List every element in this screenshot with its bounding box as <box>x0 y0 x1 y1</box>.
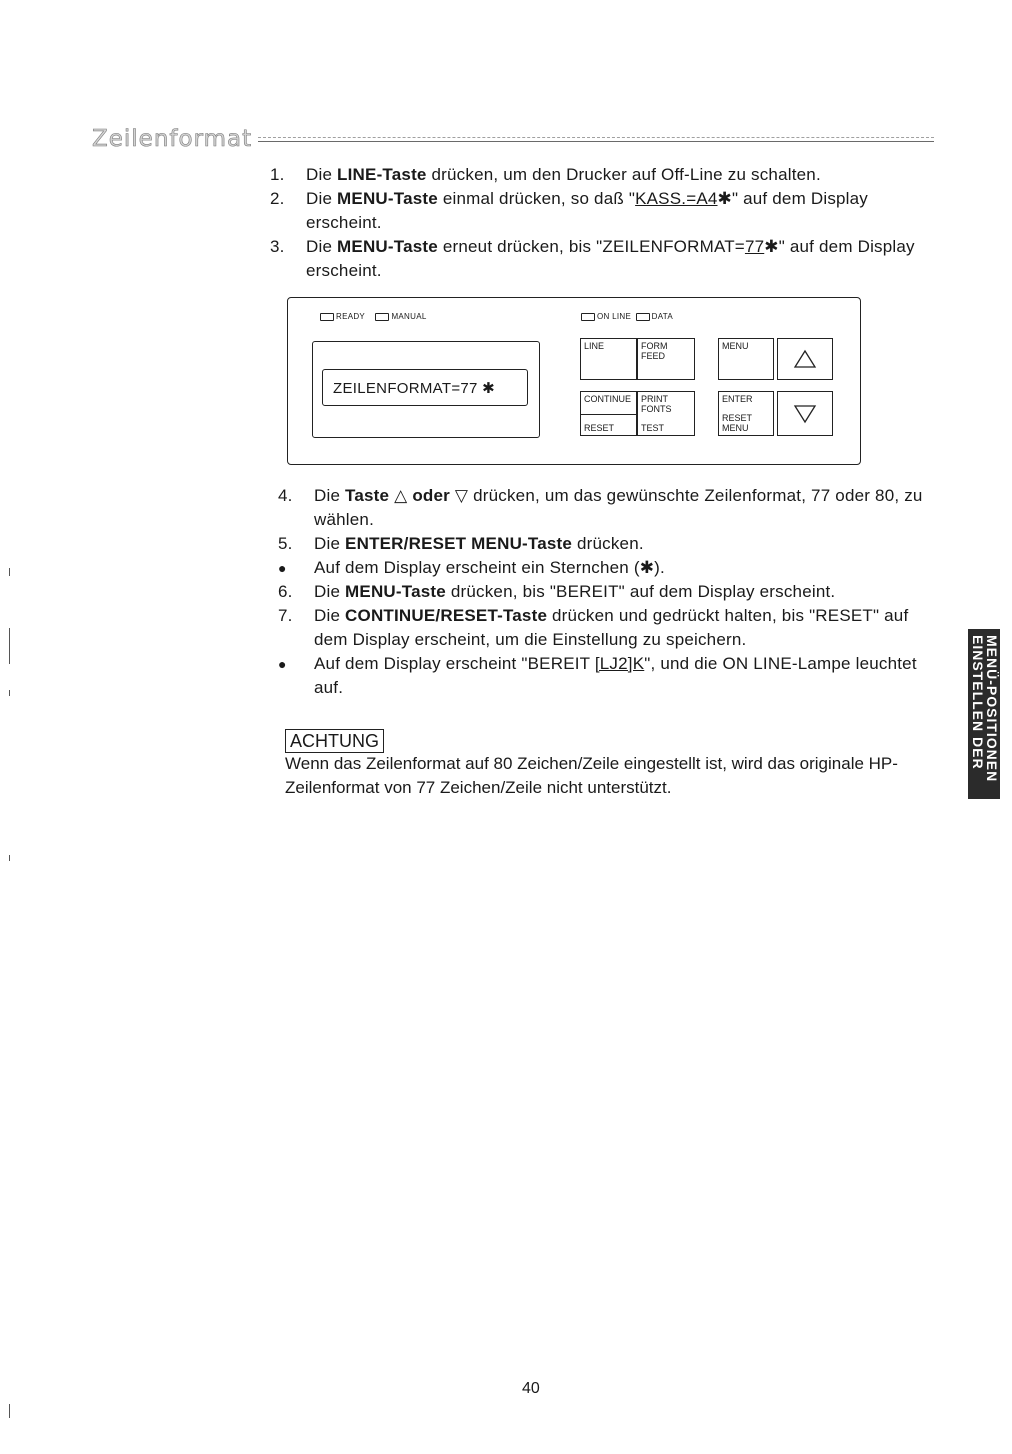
step-text-part: drücken, bis "BEREIT" auf dem Display erscheint. <box>445 582 836 601</box>
key-divider <box>581 414 636 415</box>
step-text-part: Die <box>314 486 346 505</box>
up-arrow-key <box>777 338 833 380</box>
step-text-part: Auf dem Display erscheint "BEREIT <box>314 654 595 673</box>
step-text-part: Die <box>306 237 338 256</box>
scan-mark <box>9 628 10 664</box>
continue-key-label: CONTINUE <box>584 394 631 404</box>
reset-key-label: RESET <box>584 423 615 433</box>
key-name: MENU-Taste <box>337 237 438 256</box>
lcd-display: ZEILENFORMAT=77 ✱ <box>322 369 528 406</box>
instruction-steps-a <box>270 163 938 283</box>
scan-mark <box>9 855 10 861</box>
step-text-part: △ <box>389 486 413 505</box>
step-text-part: Die <box>314 534 346 553</box>
step-text-part: drücken und gedrückt halten, bis "RESET" auf dem Display erscheint, um die Einstellung zu speichern. <box>314 606 909 649</box>
bullet-icon: ● <box>278 656 287 672</box>
step-text-part: 77 <box>744 237 765 256</box>
step-item <box>278 532 943 556</box>
step-number: 7. <box>278 606 293 625</box>
bullet-item <box>278 556 943 580</box>
step-text-part: erneut drücken, bis "ZEILENFORMAT= <box>437 237 745 256</box>
step-text-part: Die <box>306 189 338 208</box>
key-name: MENU-Taste <box>345 582 446 601</box>
scan-mark <box>9 690 10 696</box>
lamp-ready-label: READY <box>336 312 365 321</box>
form-feed-key <box>637 338 695 380</box>
step-number: 3. <box>270 237 285 256</box>
menu-key-label: MENU <box>722 341 749 351</box>
step-text-part: drücken. <box>572 534 644 553</box>
side-tab-line-2: MENÜ-POSITIONEN <box>984 635 1000 783</box>
instruction-steps-b <box>278 484 943 700</box>
up-triangle-icon <box>793 349 817 369</box>
print-fonts-key-label: PRINT FONTS <box>641 394 672 414</box>
step-item <box>270 187 938 235</box>
side-tab-line-1: EINSTELLEN DER <box>970 635 986 770</box>
step-text-part: einmal drücken, so daß " <box>437 189 636 208</box>
step-text <box>314 556 943 580</box>
lamp-online-icon <box>581 313 595 321</box>
step-number: 6. <box>278 582 293 601</box>
step-text-part: drücken, um den Drucker auf Off-Line zu schalten. <box>426 165 821 184</box>
key-name: Taste <box>345 486 390 505</box>
line-key-label: LINE <box>584 341 605 351</box>
lamp-online <box>581 312 673 321</box>
down-arrow-key <box>777 391 833 436</box>
lamp-ready <box>320 312 427 321</box>
step-item <box>270 163 938 187</box>
step-item <box>278 604 943 652</box>
key-name: oder <box>412 486 450 505</box>
lamp-data-label: DATA <box>651 312 673 321</box>
step-text <box>306 187 938 235</box>
section-title: Zeilenformat <box>92 126 253 152</box>
step-text-part: Die <box>314 582 346 601</box>
step-text-part: ✱" auf dem Display erscheint. <box>306 237 915 280</box>
step-item <box>278 484 943 532</box>
step-text-part: KASS.=A4 <box>635 189 718 208</box>
lamp-online-label: ON LINE <box>597 312 632 321</box>
lamp-ready-icon <box>320 313 334 321</box>
step-item <box>278 580 943 604</box>
chapter-side-tab <box>968 629 1000 799</box>
page-number: 40 <box>522 1380 540 1397</box>
step-text-part: ▽ drücken, um das gewünschte Zeilenformat, 77 oder 80, zu wählen. <box>314 486 923 529</box>
title-rule <box>258 141 934 142</box>
reset-menu-key-label: RESET MENU <box>722 413 752 433</box>
step-text <box>314 580 943 604</box>
lcd-frame <box>312 341 540 438</box>
control-panel-illustration <box>287 297 861 465</box>
step-number: 2. <box>270 189 285 208</box>
step-text-part: Auf dem Display erscheint ein Sternchen (✱). <box>314 558 665 577</box>
enter-key-label: ENTER <box>722 394 753 404</box>
step-number: 4. <box>278 486 293 505</box>
step-text-part: Die <box>306 165 338 184</box>
lamp-manual-label: MANUAL <box>391 312 427 321</box>
key-name: LINE-Taste <box>337 165 427 184</box>
lamp-manual-icon <box>375 313 389 321</box>
step-text-part: Die <box>314 606 346 625</box>
down-triangle-icon <box>793 404 817 424</box>
step-text-part: ", und die ON LINE-Lampe leuchtet auf. <box>314 654 917 697</box>
step-text-part: ✱" auf dem Display erscheint. <box>306 189 869 232</box>
key-name: MENU-Taste <box>337 189 438 208</box>
key-name: ENTER/RESET MENU-Taste <box>345 534 573 553</box>
form-feed-key-label: FORM FEED <box>641 341 668 361</box>
line-key <box>580 338 637 380</box>
step-text <box>314 532 943 556</box>
step-text <box>314 652 943 700</box>
step-text-part: [LJ2]K <box>594 654 645 673</box>
step-text <box>306 163 938 187</box>
step-item <box>270 235 938 283</box>
bullet-item <box>278 652 943 700</box>
step-number: 5. <box>278 534 293 553</box>
lamp-data-icon <box>636 313 650 321</box>
bullet-icon: ● <box>278 560 287 576</box>
step-text <box>314 604 943 652</box>
achtung-note: Wenn das Zeilenformat auf 80 Zeichen/Zeile eingestellt ist, wird das originale HP-Zeilenformat von 77 Zeichen/Zeile nicht unterstützt. <box>285 754 898 797</box>
key-name: CONTINUE/RESET-Taste <box>345 606 548 625</box>
step-text <box>306 235 938 283</box>
menu-key <box>718 338 774 380</box>
print-fonts-test-key <box>637 391 695 436</box>
step-text <box>314 484 943 532</box>
scan-mark <box>9 1404 10 1418</box>
enter-reset-menu-key <box>718 391 774 436</box>
scan-mark <box>9 568 10 576</box>
achtung-label: ACHTUNG <box>285 729 384 753</box>
test-key-label: TEST <box>641 423 665 433</box>
step-number: 1. <box>270 165 285 184</box>
title-rule-dashed <box>258 137 934 138</box>
continue-reset-key <box>580 391 637 436</box>
